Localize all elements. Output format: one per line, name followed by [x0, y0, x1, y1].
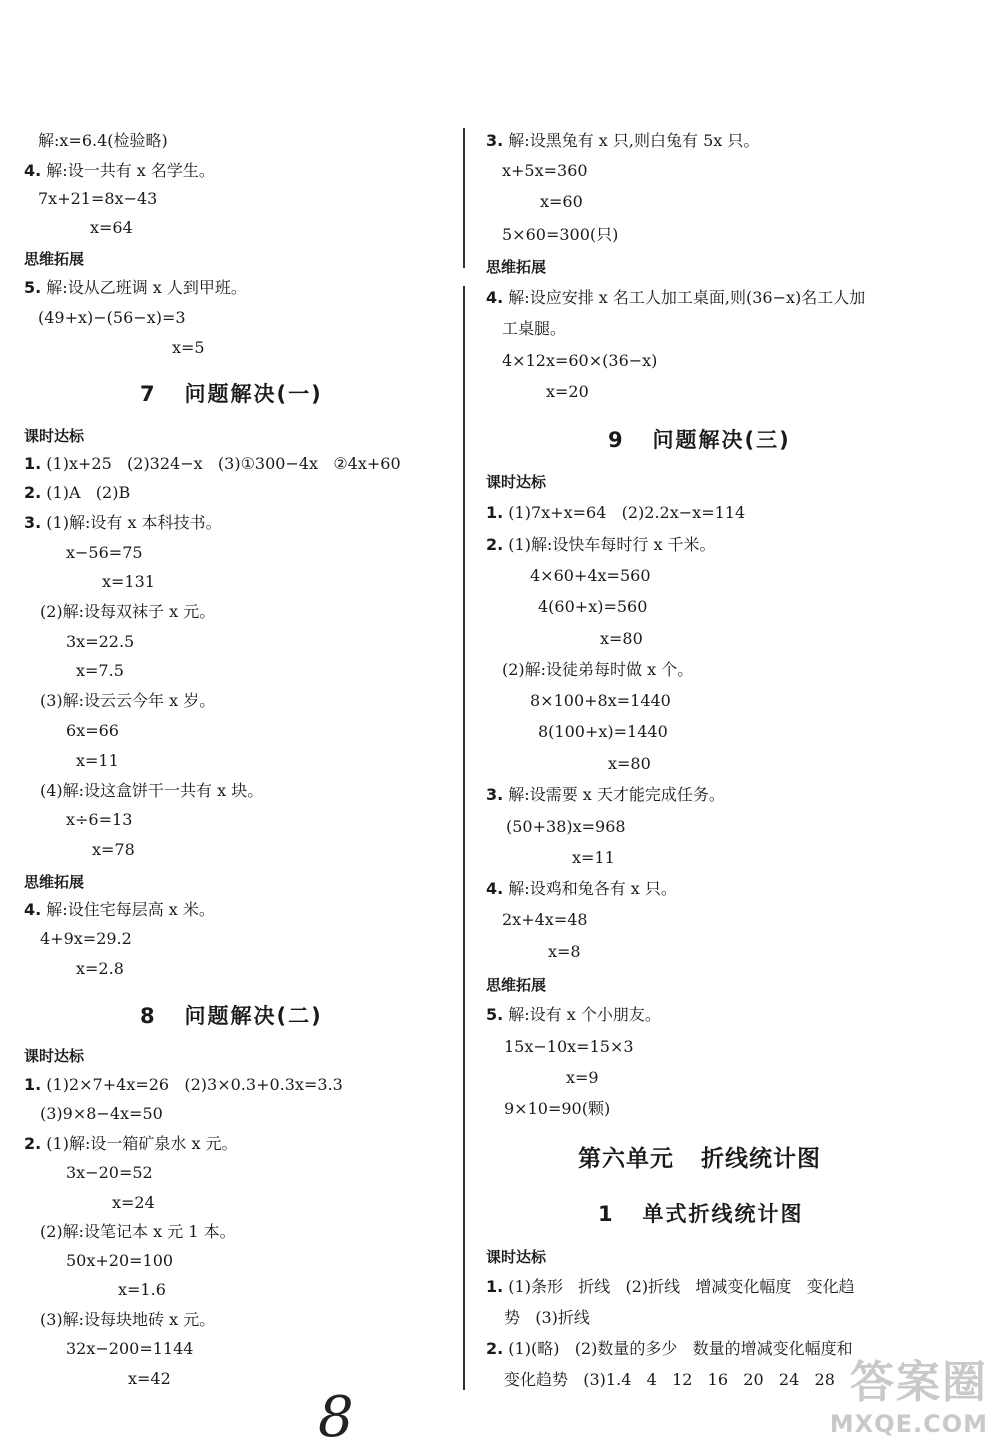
watermark-logo	[830, 1346, 988, 1438]
equation-line: x+5x=360	[502, 161, 588, 180]
section-label: 课时达标	[24, 1047, 85, 1065]
question-number: 2.	[24, 483, 42, 502]
solution-line: x=7.5	[76, 661, 124, 680]
equation-line: 15x−10x=15×3	[504, 1037, 634, 1056]
question-3	[486, 785, 725, 805]
section-label: 思维拓展	[24, 873, 85, 891]
question-number: 3.	[24, 513, 42, 532]
section-label: 课时达标	[486, 1248, 547, 1266]
answer-line: (2)解:设笔记本 x 元 1 本。	[40, 1222, 236, 1241]
column-divider	[463, 286, 465, 1390]
answer-line: (3)解:设每块地砖 x 元。	[40, 1310, 216, 1329]
answer-text: (1)7x+x=64 (2)2.2x−x=114	[503, 503, 746, 522]
answer-text: 解:设鸡和兔各有 x 只。	[503, 879, 677, 898]
question-2	[24, 483, 130, 503]
equation-line: (49+x)−(56−x)=3	[38, 308, 186, 327]
answer-text: (1)条形 折线 (2)折线 增减变化幅度 变化趋	[503, 1277, 855, 1296]
question-number: 2.	[486, 1339, 504, 1358]
question-number: 3.	[486, 785, 504, 804]
section-label: 课时达标	[24, 427, 85, 445]
equation-line: 4(60+x)=560	[538, 597, 648, 616]
watermark-title: 答案圈	[850, 1357, 988, 1408]
answer-line: (3)解:设云云今年 x 岁。	[40, 691, 216, 710]
equation-line: x−56=75	[66, 543, 143, 562]
question-3	[24, 513, 222, 533]
question-4	[486, 288, 865, 308]
question-2	[24, 1134, 238, 1154]
solution-line: x=80	[608, 754, 651, 773]
solution-line: x=80	[600, 629, 643, 648]
question-1	[24, 454, 401, 474]
answer-line: 解:x=6.4(检验略)	[38, 131, 168, 150]
answer-line: 9×10=90(颗)	[504, 1099, 611, 1118]
question-number: 1.	[486, 1277, 504, 1296]
answer-text: (1)解:设有 x 本科技书。	[41, 513, 222, 532]
section-heading-8: 8 问题解决(二)	[140, 1004, 323, 1028]
equation-line: 4×12x=60×(36−x)	[502, 351, 658, 370]
equation-line: 2x+4x=48	[502, 910, 588, 929]
solution-line: x=11	[572, 848, 615, 867]
answer-text: (1)解:设一箱矿泉水 x 元。	[41, 1134, 238, 1153]
question-number: 1.	[486, 503, 504, 522]
section-label: 思维拓展	[486, 258, 547, 276]
solution-line: x=9	[566, 1068, 599, 1087]
question-4	[486, 879, 677, 899]
question-number: 2.	[24, 1134, 42, 1153]
equation-line: 4+9x=29.2	[40, 929, 132, 948]
solution-line: x=8	[548, 942, 581, 961]
equation-line: 6x=66	[66, 721, 119, 740]
answer-line: (4)解:设这盒饼干一共有 x 块。	[40, 781, 264, 800]
solution-line: x=42	[128, 1369, 171, 1388]
question-4	[24, 900, 215, 920]
equation-line: 7x+21=8x−43	[38, 189, 158, 208]
answer-text: (1)A (2)B	[41, 483, 131, 502]
question-1	[486, 1277, 855, 1297]
answer-line: (3)9×8−4x=50	[40, 1104, 163, 1123]
question-1	[24, 1075, 343, 1095]
unit-heading: 第六单元 折线统计图	[578, 1145, 822, 1172]
question-number: 4.	[486, 879, 504, 898]
section-label: 思维拓展	[24, 250, 85, 268]
section-label: 课时达标	[486, 473, 547, 491]
question-number: 5.	[486, 1005, 504, 1024]
answer-text: (1)(略) (2)数量的多少 数量的增减变化幅度和	[503, 1339, 853, 1358]
equation-line: 8×100+8x=1440	[530, 691, 671, 710]
answer-line: (2)解:设每双袜子 x 元。	[40, 602, 216, 621]
section-heading-9: 9 问题解决(三)	[608, 428, 791, 452]
solution-line: x=64	[90, 218, 133, 237]
question-1	[486, 503, 745, 523]
column-divider	[463, 128, 465, 268]
question-number: 4.	[24, 161, 42, 180]
equation-line: 3x−20=52	[66, 1163, 153, 1182]
equation-line: x÷6=13	[66, 810, 133, 829]
watermark-url: MXQE.COM	[829, 1410, 988, 1438]
equation-line: 8(100+x)=1440	[538, 722, 668, 741]
section-heading-1: 1 单式折线统计图	[598, 1202, 804, 1226]
solution-line: x=2.8	[76, 959, 124, 978]
question-3	[486, 131, 759, 151]
question-number: 4.	[486, 288, 504, 307]
equation-line: 50x+20=100	[66, 1251, 174, 1270]
answer-text: 解:设黑兔有 x 只,则白兔有 5x 只。	[503, 131, 760, 150]
equation-line: 32x−200=1144	[66, 1339, 194, 1358]
equation-line: (50+38)x=968	[506, 817, 626, 836]
section-label: 思维拓展	[486, 976, 547, 994]
answer-text: 解:设应安排 x 名工人加工桌面,则(36−x)名工人加	[503, 288, 866, 307]
equation-line: 4×60+4x=560	[530, 566, 651, 585]
answer-text: 解:设需要 x 天才能完成任务。	[503, 785, 725, 804]
question-5	[24, 278, 247, 298]
answer-text: 解:设住宅每层高 x 米。	[41, 900, 215, 919]
answer-text: 解:设有 x 个小朋友。	[503, 1005, 661, 1024]
question-4	[24, 161, 215, 181]
handwritten-page-number: 8	[318, 1385, 354, 1450]
answer-text: (1)x+25 (2)324−x (3)①300−4x ②4x+60	[41, 454, 401, 473]
question-2	[486, 1339, 853, 1359]
answer-text: 解:设从乙班调 x 人到甲班。	[41, 278, 247, 297]
answer-line: 变化趋势 (3)1.4 4 12 16 20 24 28	[504, 1370, 835, 1389]
solution-line: x=24	[112, 1193, 155, 1212]
question-5	[486, 1005, 661, 1025]
question-number: 1.	[24, 1075, 42, 1094]
answer-text: (1)解:设快车每时行 x 千米。	[503, 535, 716, 554]
solution-line: x=5	[172, 338, 205, 357]
solution-line: x=1.6	[118, 1280, 166, 1299]
answer-line: (2)解:设徒弟每时做 x 个。	[502, 660, 694, 679]
answer-line: 势 (3)折线	[504, 1308, 590, 1327]
question-number: 5.	[24, 278, 42, 297]
question-number: 2.	[486, 535, 504, 554]
question-number: 4.	[24, 900, 42, 919]
question-number: 3.	[486, 131, 504, 150]
question-number: 1.	[24, 454, 42, 473]
solution-line: x=60	[540, 192, 583, 211]
answer-text: 解:设一共有 x 名学生。	[41, 161, 215, 180]
section-heading-7: 7 问题解决(一)	[140, 382, 323, 406]
equation-line: 3x=22.5	[66, 632, 135, 651]
solution-line: x=11	[76, 751, 119, 770]
solution-line: x=20	[546, 382, 589, 401]
question-2	[486, 535, 716, 555]
answer-line: 5×60=300(只)	[502, 225, 619, 244]
answer-line: 工桌腿。	[502, 319, 567, 338]
solution-line: x=131	[102, 572, 155, 591]
answer-text: (1)2×7+4x=26 (2)3×0.3+0.3x=3.3	[41, 1075, 343, 1094]
solution-line: x=78	[92, 840, 135, 859]
